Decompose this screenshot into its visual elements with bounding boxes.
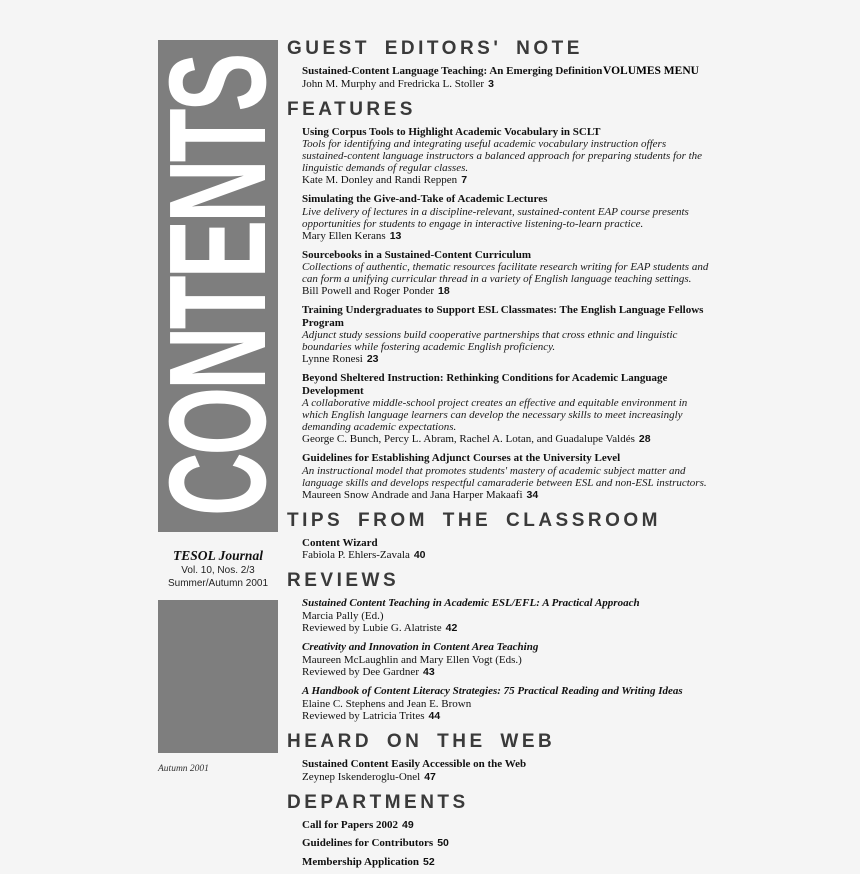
- entry-authors: Bill Powell and Roger Ponder: [302, 285, 434, 297]
- entry-title: Beyond Sheltered Instruction: Rethinking Conditions for Academic Language Development: [302, 372, 668, 397]
- entry-authors: Zeynep Iskenderoglu-Onel: [302, 770, 421, 783]
- entry-title-line: [302, 537, 714, 550]
- volumes-menu-link[interactable]: VOLUMES MENU: [603, 65, 699, 77]
- toc-entry: [302, 537, 714, 563]
- entry-byline: [302, 549, 714, 562]
- entry-editors: Marcia Pally (Ed.): [302, 609, 384, 622]
- entry-authors: George C. Bunch, Percy L. Abram, Rachel A. Lotan, and Guadalupe Valdés: [302, 433, 635, 445]
- entry-page: 40: [413, 549, 426, 561]
- section-entries: [287, 537, 719, 563]
- entry-title-line: [302, 856, 714, 869]
- entry-title: Using Corpus Tools to Highlight Academic Vocabulary in SCLT: [302, 125, 601, 138]
- entry-page: 13: [389, 229, 402, 242]
- entry-page: 28: [638, 433, 651, 445]
- toc-entry: [302, 372, 714, 446]
- entry-title: Guidelines for Establishing Adjunct Courses at the University Level: [302, 452, 621, 464]
- entry-title: Sustained Content Teaching in Academic ESL/EFL: A Practical Approach: [302, 597, 640, 609]
- entry-byline: [302, 78, 714, 91]
- entry-description: An instructional model that promotes students' mastery of academic subject matter and language skills and develops respectful camaraderie between ESL and non-ESL instructors.: [302, 464, 707, 489]
- entry-page: 44: [428, 710, 441, 722]
- toc-entry: [302, 819, 714, 832]
- entry-title-line: [302, 819, 714, 832]
- entry-title-line: [302, 193, 714, 206]
- toc-entry: [302, 837, 714, 850]
- entry-byline: [302, 771, 714, 784]
- section-heading: HEARD ON THE WEB: [287, 731, 556, 752]
- section-entries: [287, 597, 719, 723]
- entry-description: Live delivery of lectures in a discipline-relevant, sustained-content EAP course presents opportunities for students to engage in interactive listening-to-learn practice.: [302, 205, 689, 230]
- toc-entry: [302, 685, 714, 723]
- journal-season: Summer/Autumn 2001: [167, 578, 269, 589]
- entry-title-line: [302, 304, 714, 329]
- journal-info: [158, 547, 278, 590]
- toc-entry: [302, 758, 714, 784]
- entry-page: 47: [424, 770, 436, 783]
- contents-banner: [141, 40, 295, 532]
- entry-title: Membership Application: [302, 855, 420, 868]
- entry-authors: Reviewed by Lubie G. Alatriste: [302, 622, 442, 634]
- section-heading: DEPARTMENTS: [287, 791, 469, 813]
- entry-title-line: [302, 641, 714, 654]
- entry-authors: John M. Murphy and Fredricka L. Stoller: [302, 77, 485, 90]
- toc-entry: [302, 193, 714, 243]
- entry-description: Tools for identifying and integrating useful academic vocabulary instruction offers sustained-content language instructors a balanced approach for preparing students for the linguistic demands of regular classes.: [302, 138, 703, 174]
- entry-byline: [302, 285, 714, 298]
- toc-entry: [302, 597, 714, 635]
- entry-page: 3: [488, 77, 494, 90]
- entry-page: 23: [366, 353, 379, 365]
- section-entries: [287, 126, 719, 502]
- entry-title: Content Wizard: [302, 536, 378, 549]
- toc-main: [287, 38, 719, 874]
- entry-byline: [302, 622, 714, 635]
- entry-page: 7: [461, 174, 468, 186]
- entry-title-line: [302, 372, 714, 397]
- entry-title: Sustained-Content Language Teaching: An Emerging Definition: [302, 65, 603, 77]
- entry-page-inline: 50: [437, 837, 449, 849]
- section-entries: [287, 819, 719, 869]
- entry-authors: Reviewed by Latricia Trites: [302, 710, 425, 722]
- toc-entry: [302, 452, 714, 502]
- entry-byline: [302, 353, 714, 366]
- toc-entry: [302, 249, 714, 299]
- toc-section: [287, 731, 719, 784]
- entry-authors: Reviewed by Dee Gardner: [302, 666, 419, 678]
- entry-byline: [302, 666, 714, 679]
- entry-title-line: [302, 685, 714, 698]
- entry-description: A collaborative middle-school project creates an effective and equitable environment in which English language learners can develop the necessary skills to meet increasingly demanding academic expectations.: [302, 397, 688, 433]
- entry-title: Sourcebooks in a Sustained-Content Curriculum: [302, 248, 531, 261]
- entry-editors: Elaine C. Stephens and Jean E. Brown: [302, 697, 472, 710]
- entry-title-line: [302, 597, 714, 610]
- journal-volume: Vol. 10, Nos. 2/3: [181, 565, 255, 576]
- section-heading: TIPS FROM THE CLASSROOM: [287, 509, 661, 531]
- section-entries: [287, 758, 719, 784]
- entry-byline: [302, 174, 714, 187]
- entry-title: Simulating the Give-and-Take of Academic Lectures: [302, 193, 548, 205]
- entry-authors: Maureen Snow Andrade and Jana Harper Makaafi: [302, 488, 523, 501]
- entry-authors: Fabiola P. Ehlers-Zavala: [302, 549, 410, 561]
- entry-title-line: [302, 249, 714, 262]
- entry-byline: [302, 489, 714, 502]
- entry-page-inline: 52: [423, 855, 435, 868]
- contents-banner-text: CONTENTS: [141, 55, 295, 517]
- entry-title: Creativity and Innovation in Content Area Teaching: [302, 641, 539, 653]
- toc-entry: [302, 641, 714, 679]
- entry-editors: Maureen McLaughlin and Mary Ellen Vogt (Eds.): [302, 653, 522, 666]
- entry-byline: [302, 433, 714, 446]
- entry-page: 42: [445, 622, 458, 634]
- journal-title: TESOL Journal: [173, 548, 263, 563]
- entry-page: 34: [526, 488, 539, 501]
- entry-page: 43: [422, 666, 435, 678]
- entry-page-inline: 49: [402, 818, 414, 831]
- toc-entry: [302, 126, 714, 188]
- entry-title: Call for Papers 2002: [302, 818, 399, 831]
- entry-description: Adjunct study sessions build cooperative partnerships that cross ethnic and linguistic boundaries while fostering academic English proficiency.: [302, 329, 678, 353]
- toc-section: [287, 510, 719, 563]
- entry-description: Collections of authentic, thematic resources facilitate research writing for EAP students and can form a unifying curricular thread in a variety of English language teaching settings.: [302, 261, 709, 285]
- entry-page: 18: [438, 285, 450, 297]
- entry-title: Sustained Content Easily Accessible on the Web: [302, 758, 527, 770]
- sections: [287, 38, 719, 868]
- entry-title: Guidelines for Contributors: [302, 837, 434, 849]
- entry-title-line: [302, 452, 714, 465]
- entry-authors: Mary Ellen Kerans: [302, 229, 386, 242]
- entry-title-line: [302, 758, 714, 771]
- entry-title-line: [302, 126, 714, 139]
- entry-authors: Kate M. Donley and Randi Reppen: [302, 174, 458, 186]
- toc-section: [287, 792, 719, 869]
- toc-section: [287, 99, 719, 502]
- entry-byline: [302, 710, 714, 723]
- entry-title: Training Undergraduates to Support ESL Classmates: The English Language Fellows Program: [302, 304, 704, 329]
- section-heading: GUEST EDITORS' NOTE: [287, 38, 583, 59]
- toc-section: [287, 570, 719, 723]
- entry-title-line: [302, 837, 714, 850]
- footer-date: Autumn 2001: [158, 764, 209, 774]
- entry-title: A Handbook of Content Literacy Strategies: 75 Practical Reading and Writing Ideas: [302, 685, 683, 697]
- toc-entry: [302, 304, 714, 366]
- toc-entry: [302, 856, 714, 869]
- section-heading: REVIEWS: [287, 570, 400, 591]
- lower-gray-block: [158, 600, 278, 753]
- section-heading: FEATURES: [287, 98, 416, 120]
- entry-byline: [302, 230, 714, 243]
- entry-authors: Lynne Ronesi: [302, 353, 363, 365]
